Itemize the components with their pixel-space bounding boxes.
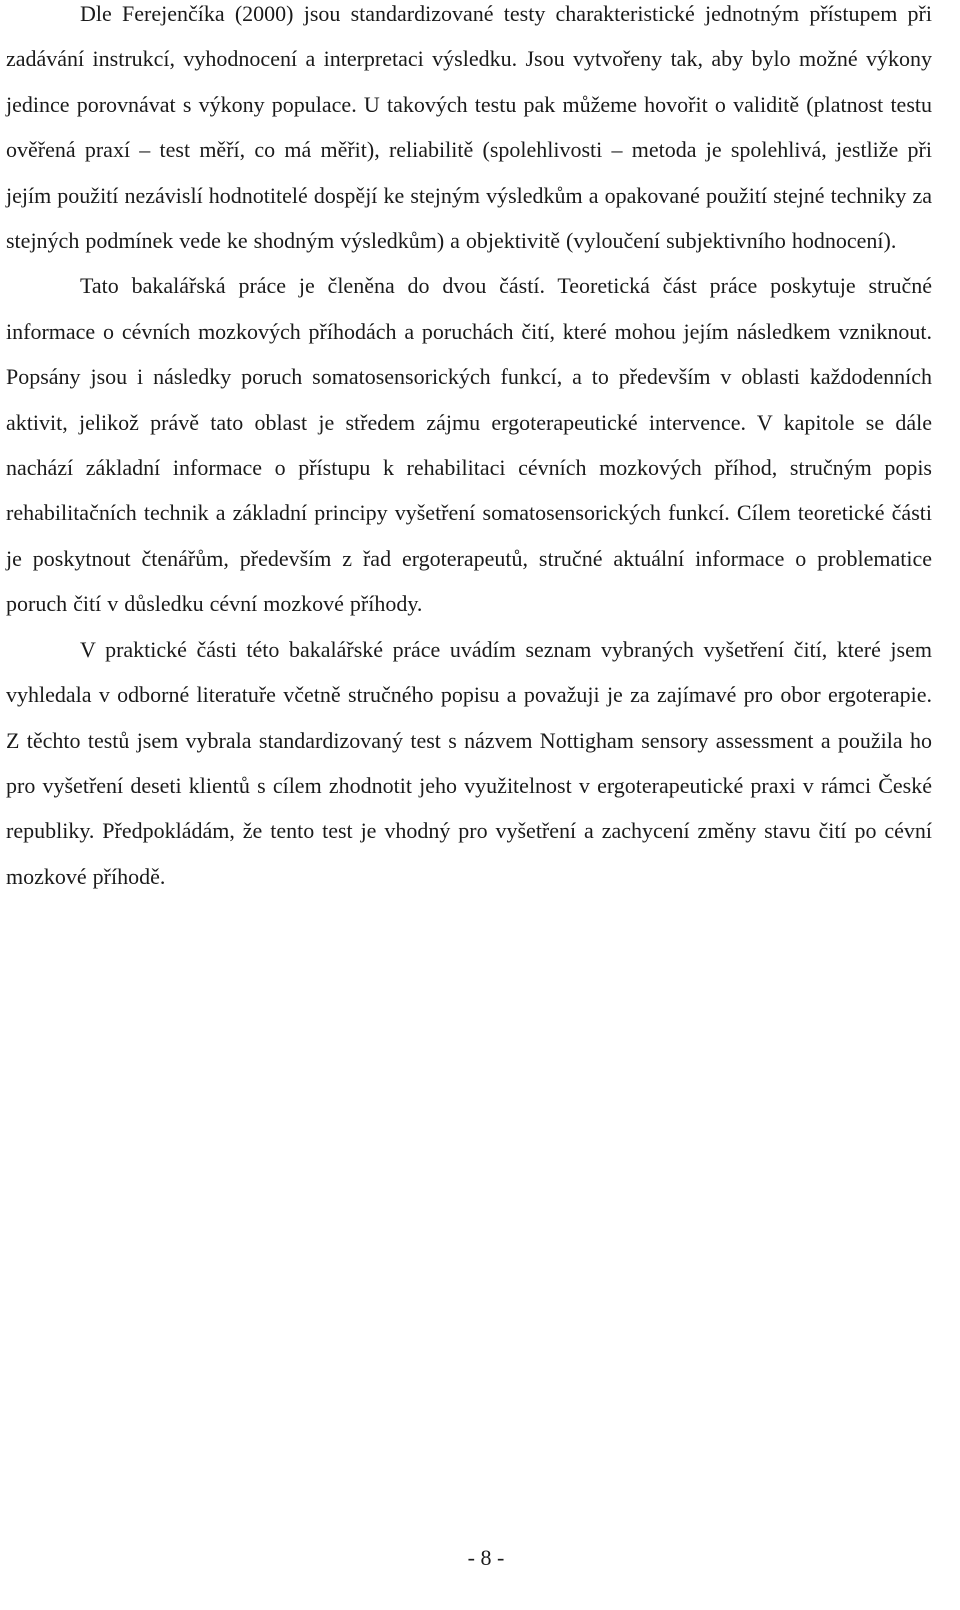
paragraph-1: Dle Ferejenčíka (2000) jsou standardizované testy charakteristické jednotným přístupem při zadávání instrukcí, vyhodnocení a interpretaci výsledku. Jsou vytvořeny tak, aby bylo možné výkony jedince porovnávat s výkony populace. U takových testu pak můžeme hovořit o validitě (platnost testu ověřená praxí – test měří, co má měřit), reliabilitě (spolehlivosti – metoda je spolehlivá, jestliže při jejím použití nezávislí hodnotitelé dospějí ke stejným výsledkům a opakované použití stejné techniky za stejných podmínek vede ke shodným výsledkům) a objektivitě (vyloučení subjektivního hodnocení). (6, 1, 932, 254)
page-number: - 8 - (467, 1545, 505, 1570)
paragraph-2: Tato bakalářská práce je členěna do dvou částí. Teoretická část práce poskytuje stručné informace o cévních mozkových příhodách a poruchách čití, které mohou jejím následkem vzniknout. Popsány jsou i následky poruch somatosensorických funkcí, a to především v oblasti každodenních aktivit, jelikož právě tato oblast je středem zájmu ergoterapeutické intervence. V kapitole se dále nachází základní informace o přístupu k rehabilitaci cévních mozkových příhod, stručným popis rehabilitačních technik a základní principy vyšetření somatosensorických funkcí. Cílem teoretické části je poskytnout čtenářům, především z řad ergoterapeutů, stručné aktuální informace o problematice poruch čití v důsledku cévní mozkové příhody. (6, 273, 932, 617)
body-text (6, 0, 932, 899)
paragraph-3: V praktické části této bakalářské práce uvádím seznam vybraných vyšetření čití, které jsem vyhledala v odborné literatuře včetně stručného popisu a považuji je za zajímavé pro obor ergoterapie. Z těchto testů jsem vybrala standardizovaný test s názvem Nottigham sensory assessment a použila ho pro vyšetření deseti klientů s cílem zhodnotit jeho využitelnost v ergoterapeutické praxi v rámci České republiky. Předpokládám, že tento test je vhodný pro vyšetření a zachycení změny stavu čití po cévní mozkové příhodě. (6, 636, 932, 889)
